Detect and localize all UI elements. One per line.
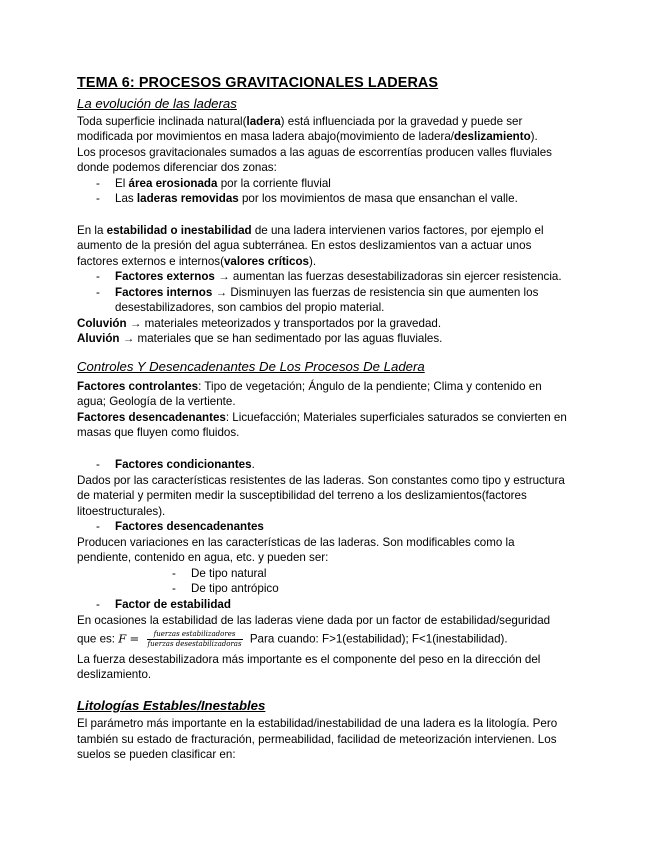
list-item: El área erosionada por la corriente fluvial (115, 177, 331, 190)
sub-list-item: De tipo antrópico (191, 582, 279, 595)
bullet-dash: - (96, 286, 100, 299)
section-heading-controles: Controles Y Desencadenantes De Los Procesos De Ladera (77, 359, 425, 374)
bullet-dash: - (96, 177, 100, 190)
paragraph-line: donde podemos diferenciar dos zonas: (77, 161, 277, 174)
paragraph-line: Factores desencadenantes: Licuefacción; Materiales superficiales saturados se convierten en (77, 411, 567, 424)
bullet-dash: - (96, 520, 100, 533)
fraction-numerator: fuerzas estabilizadores (147, 630, 243, 640)
paragraph-line: de material y permiten medir la susceptibilidad del terreno a los deslizamientos(factores (77, 489, 527, 502)
sub-list-item: De tipo natural (191, 567, 267, 580)
bullet-dash: - (172, 567, 176, 580)
list-item: Factores internos → Disminuyen las fuerzas de resistencia sin que aumenten los (115, 286, 539, 299)
paragraph-line: Los procesos gravitacionales sumados a las aguas de escorrentías producen valles fluviales (77, 146, 552, 159)
paragraph-line: Producen variaciones en las características de las laderas. Son modificables como la (77, 536, 515, 549)
paragraph-line: aumento de la presión del agua subterránea. En estos deslizamientos van a actuar unos (77, 239, 532, 252)
section-heading-litologias: Litologías Estables/Inestables (77, 698, 266, 713)
paragraph-line: En ocasiones la estabilidad de las laderas viene dada por un factor de estabilidad/seguridad (77, 614, 551, 627)
list-item: Factores desencadenantes (115, 520, 264, 533)
paragraph-line: suelos se pueden clasificar en: (77, 748, 236, 761)
paragraph-line: también su estado de fracturación, permeabilidad, facilidad de meteorización intervienen. Los (77, 733, 557, 746)
definition-line: Coluvión → materiales meteorizados y transportados por la gravedad. (77, 317, 442, 330)
bullet-dash: - (96, 192, 100, 205)
paragraph-line: Factores controlantes: Tipo de vegetación; Ángulo de la pendiente; Clima y contenido en (77, 380, 542, 393)
formula-line: que es: F = $\frac{\text{fuerzas estabilizadores}}{\text{fuerzas desestabilizadoras}}$ Para cuando: F>1(estabilidad); F<1(inestabilidad). (77, 630, 508, 648)
paragraph-line: Toda superficie inclinada natural(ladera) está influenciada por la gravedad y puede ser (77, 115, 523, 128)
list-item: Factores condicionantes. (115, 458, 255, 471)
bullet-dash: - (172, 582, 176, 595)
fraction-denominator: fuerzas desestabilizadoras (147, 640, 242, 648)
list-item: Factor de estabilidad (115, 598, 231, 611)
paragraph-line: En la estabilidad o inestabilidad de una ladera intervienen varios factores, por ejemplo el (77, 224, 544, 237)
section-heading-evolucion: La evolución de las laderas (77, 96, 237, 111)
paragraph-line: agua; Geología de la vertiente. (77, 395, 236, 408)
paragraph-line: modificada por movimientos en masa ladera abajo(movimiento de ladera/deslizamiento). (77, 130, 538, 143)
paragraph-line: Dados por las características resistentes de las laderas. Son constantes como tipo y estructura (77, 474, 565, 487)
paragraph-line: La fuerza desestabilizadora más importante es el componente del peso en la dirección del (77, 653, 541, 666)
paragraph-line: pendiente, contenido en agua, etc. y pueden ser: (77, 551, 329, 564)
paragraph-line: litoestructurales). (77, 505, 166, 518)
paragraph-line: factores externos e internos(valores críticos). (77, 255, 317, 268)
list-item: Factores externos → aumentan las fuerzas desestabilizadoras sin ejercer resistencia. (115, 270, 562, 283)
bullet-dash: - (96, 598, 100, 611)
bullet-dash: - (96, 458, 100, 471)
bullet-dash: - (96, 270, 100, 283)
paragraph-line: masas que fluyen como fluidos. (77, 426, 240, 439)
paragraph-line: El parámetro más importante en la estabilidad/inestabilidad de una ladera es la litología. Pero (77, 717, 558, 730)
formula-variable: F (118, 631, 127, 646)
list-item-continuation: desestabilizadores, son cambios del propio material. (115, 301, 385, 314)
paragraph-line: deslizamiento. (77, 668, 152, 681)
definition-line: Aluvión → materiales que se han sedimentado por las aguas fluviales. (77, 332, 443, 345)
list-item: Las laderas removidas por los movimientos de masa que ensanchan el valle. (115, 192, 518, 205)
formula-equals: = (129, 631, 140, 646)
formula-fraction (147, 630, 243, 649)
document-title: TEMA 6: PROCESOS GRAVITACIONALES LADERAS (77, 75, 439, 91)
